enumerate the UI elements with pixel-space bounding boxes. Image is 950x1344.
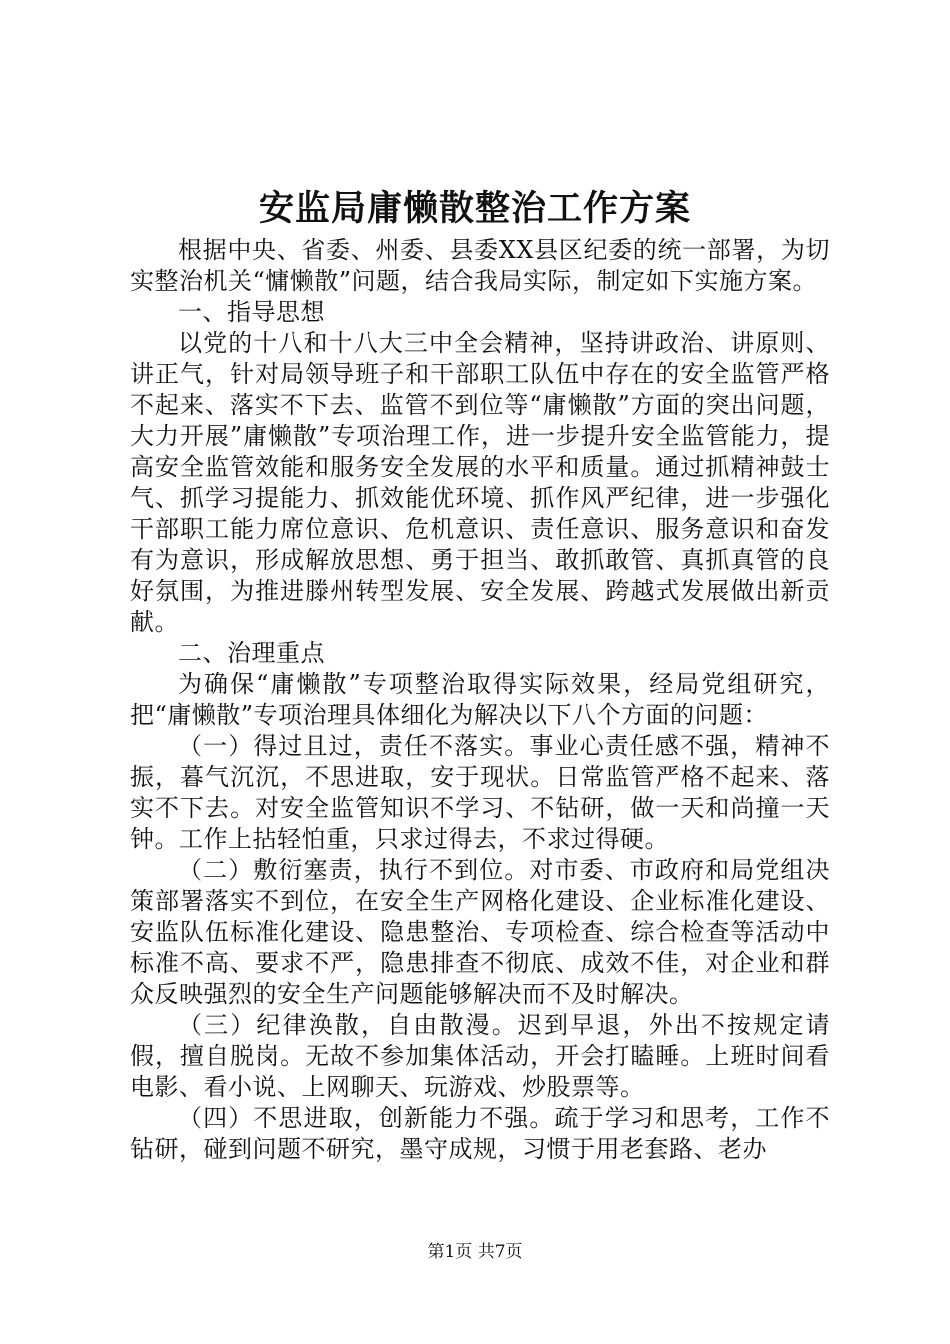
section-heading-guiding-thought: 一、指导思想 [178,298,325,326]
paragraph-guiding-thought: 以党的十八和十八大三中全会精神，坚持讲政治、讲原则、讲正气，针对局领导班子和干部职工队伍中存在的安全监管严格不起来、落实不下去、监管不到位等“庸懒散”方面的突出问题，大力开展”庸懒散”专项治理工作，进一步提升安全监管能力，提高安全监管效能和服务安全发展的水平和质量。通过抓精神鼓士气、抓学习提能力、抓效能优环境、抓作风严纪律，进一步强化干部职工能力席位意识、危机意识、责任意识、服务意识和奋发有为意识，形成解放思想、勇于担当、敢抓敢管、真抓真管的良好氛围，为推进滕州转型发展、安全发展、跨越式发展做出新贡献。 [130,329,830,636]
paragraph-item-4: （四）不思进取，创新能力不强。疏于学习和思考，工作不钻研，碰到问题不研究，墨守成规，习惯于用老套路、老办 [130,1104,830,1163]
section-heading-key-points: 二、治理重点 [178,639,325,667]
paragraph-key-points-intro: 为确保“庸懒散”专项整治取得实际效果，经局党组研究，把“庸懒散”专项治理具体细化为解决以下八个方面的问题： [130,670,830,729]
page-number-footer: 第1页 共7页 [427,1242,523,1262]
paragraph-item-1: （一）得过且过，责任不落实。事业心责任感不强，精神不振，暮气沉沉，不思进取，安于现状。日常监管严格不起来、落实不下去。对安全监管知识不学习、不钻研，做一天和尚撞一天钟。工作上拈轻怕重，只求过得去，不求过得硬。 [130,732,830,853]
paragraph-intro: 根据中央、省委、州委、县委XX县区纪委的统一部署，为切实整治机关“慵懒散”问题，结合我局实际，制定如下实施方案。 [130,236,830,295]
document-title: 安监局庸懒散整治工作方案 [258,188,691,229]
paragraph-item-2: （二）敷衍塞责，执行不到位。对市委、市政府和局党组决策部署落实不到位，在安全生产网格化建设、企业标准化建设、安监队伍标准化建设、隐患整治、专项检查、综合检查等活动中标准不高、要求不严，隐患排查不彻底、成效不佳，对企业和群众反映强烈的安全生产问题能够解决而不及时解决。 [130,856,830,1008]
document-body [130,235,830,1165]
paragraph-item-3: （三）纪律涣散，自由散漫。迟到早退，外出不按规定请假，擅自脱岗。无故不参加集体活动，开会打瞌睡。上班时间看电影、看小说、上网聊天、玩游戏、炒股票等。 [130,1011,830,1101]
